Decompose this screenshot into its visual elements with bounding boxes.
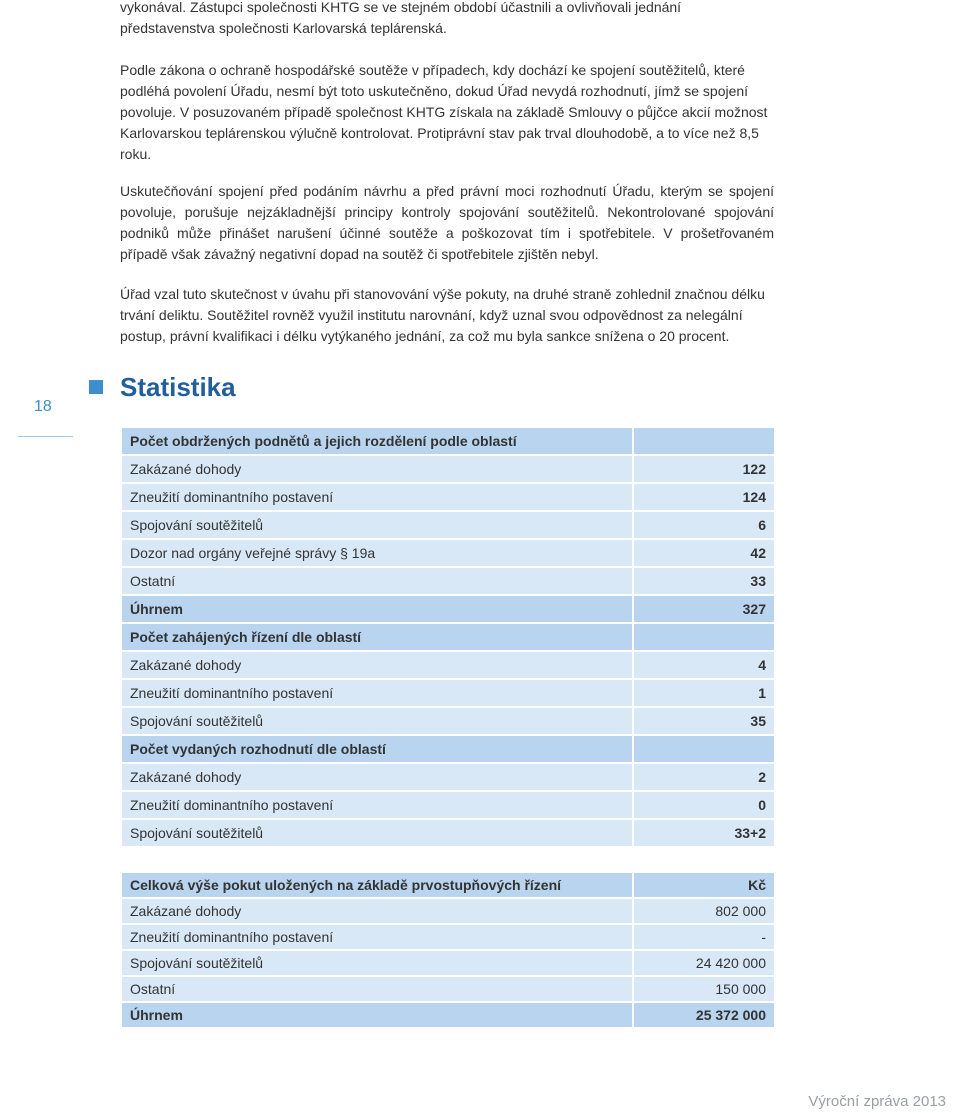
body-paragraph: vykonával. Zástupci společnosti KHTG se ve stejném období účastnili a ovlivňovali jednání představenstva společnosti Karlovarská teplárenská. (120, 0, 682, 36)
row-value: 0 (633, 791, 775, 819)
row-label: Počet zahájených řízení dle oblastí (121, 623, 633, 651)
row-value: 6 (633, 511, 775, 539)
row-label: Zakázané dohody (121, 763, 633, 791)
body-paragraph: Úřad vzal tuto skutečnost v úvahu při stanovování výše pokuty, na druhé straně zohlednil značnou délku trvání deliktu. Soutěžitel rovněž využil institutu narovnání, když uznal svou odpovědnost za nelegální postup, právní kvalifikaci i délku vytýkaného jednání, za což mu byla sankce snížena o 20 procent. (120, 286, 765, 344)
row-label: Ostatní (121, 567, 633, 595)
table-row (121, 924, 775, 950)
row-value: 4 (633, 651, 775, 679)
row-value: 150 000 (633, 976, 775, 1002)
table-row (121, 651, 775, 679)
row-label: Zakázané dohody (121, 455, 633, 483)
table-section-header (121, 872, 775, 898)
row-label: Zneužití dominantního postavení (121, 483, 633, 511)
table-row (121, 791, 775, 819)
row-value: 124 (633, 483, 775, 511)
row-label: Spojování soutěžitelů (121, 819, 633, 847)
statistics-table (120, 426, 776, 848)
row-label: Úhrnem (121, 1002, 633, 1028)
row-value: Kč (633, 872, 775, 898)
table-section-header (121, 427, 775, 455)
row-value (633, 735, 775, 763)
table-row (121, 976, 775, 1002)
row-label: Celková výše pokut uložených na základě prvostupňových řízení (121, 872, 633, 898)
row-label: Zakázané dohody (121, 898, 633, 924)
row-value: - (633, 924, 775, 950)
row-label: Ostatní (121, 976, 633, 1002)
table-row (121, 707, 775, 735)
page-number-rule (18, 436, 73, 437)
row-value: 2 (633, 763, 775, 791)
row-value: 24 420 000 (633, 950, 775, 976)
row-label: Zneužití dominantního postavení (121, 791, 633, 819)
row-value: 1 (633, 679, 775, 707)
table-total-row (121, 1002, 775, 1028)
table-row (121, 679, 775, 707)
row-label: Zneužití dominantního postavení (121, 924, 633, 950)
row-label: Úhrnem (121, 595, 633, 623)
row-value: 122 (633, 455, 775, 483)
table-row (121, 483, 775, 511)
table-section-header (121, 735, 775, 763)
fines-table (120, 871, 776, 1029)
row-value: 33 (633, 567, 775, 595)
row-label: Zneužití dominantního postavení (121, 679, 633, 707)
row-label: Počet obdržených podnětů a jejich rozdělení podle oblastí (121, 427, 633, 455)
table-row (121, 511, 775, 539)
row-value: 33+2 (633, 819, 775, 847)
body-paragraph: Uskutečňování spojení před podáním návrhu a před právní moci rozhodnutí Úřadu, kterým se spojení povoluje, porušuje nejzákladnější principy kontroly spojování soutěžitelů. Nekontrolované spojování podniků může přinášet narušení účinné soutěže a poškozovat tím i spotřebitele. V prošetřovaném případě však závažný negativní dopad na soutěž či spotřebitele zjištěn nebyl. (120, 183, 774, 262)
table-row (121, 567, 775, 595)
table-row (121, 455, 775, 483)
row-value: 327 (633, 595, 775, 623)
row-value: 42 (633, 539, 775, 567)
row-value (633, 427, 775, 455)
table-row (121, 950, 775, 976)
table-row (121, 819, 775, 847)
table-row (121, 898, 775, 924)
row-label: Zakázané dohody (121, 651, 633, 679)
row-value (633, 623, 775, 651)
row-label: Spojování soutěžitelů (121, 511, 633, 539)
table-section-header (121, 623, 775, 651)
row-label: Spojování soutěžitelů (121, 950, 633, 976)
section-title: Statistika (120, 372, 236, 402)
row-value: 25 372 000 (633, 1002, 775, 1028)
table-total-row (121, 595, 775, 623)
row-value: 802 000 (633, 898, 775, 924)
table-row (121, 763, 775, 791)
table-row (121, 539, 775, 567)
row-label: Spojování soutěžitelů (121, 707, 633, 735)
body-paragraph: Podle zákona o ochraně hospodářské soutěže v případech, kdy dochází ke spojení soutěžitelů, které podléhá povolení Úřadu, nesmí být toto uskutečněno, dokud Úřad nevydá rozhodnutí, jímž se spojení povoluje. V posuzovaném případě společnost KHTG získala na základě Smlouvy o půjčce akcií možnost Karlovarskou teplárenskou výlučně kontrolovat. Protiprávní stav pak trval dlouhodobě, a to více než 8,5 roku. (120, 62, 768, 162)
row-label: Počet vydaných rozhodnutí dle oblastí (121, 735, 633, 763)
footer-report-title: Výroční zpráva 2013 (808, 1093, 946, 1110)
row-value: 35 (633, 707, 775, 735)
section-square-icon (89, 380, 103, 394)
page-number: 18 (34, 398, 52, 415)
row-label: Dozor nad orgány veřejné správy § 19a (121, 539, 633, 567)
